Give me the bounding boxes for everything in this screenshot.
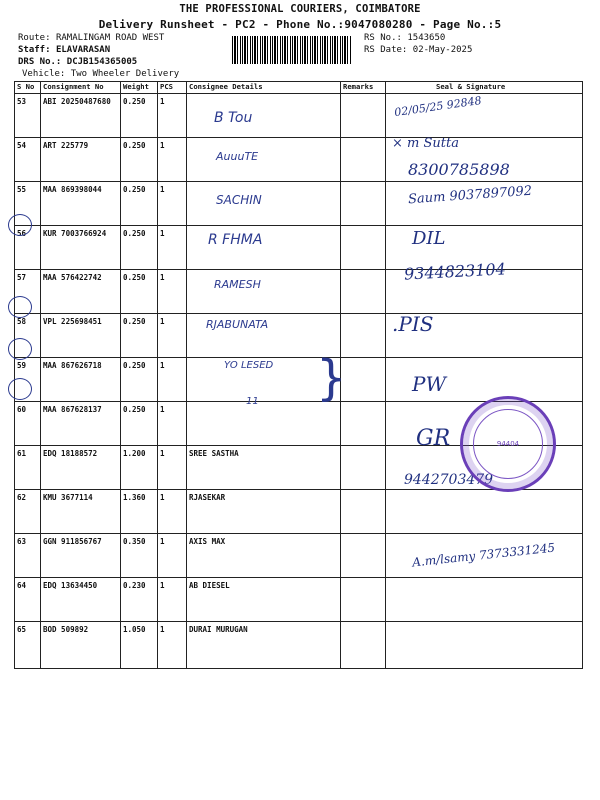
- col-remarks: Remarks: [341, 82, 386, 94]
- signature: PW: [412, 372, 447, 396]
- sno-cell: 65: [15, 622, 41, 669]
- signature-cell: [386, 622, 583, 669]
- consignment-cell: ABI 20250487680: [41, 94, 121, 138]
- signature: × m Sutta: [392, 136, 459, 151]
- consignment-cell: MAA 576422742: [41, 270, 121, 314]
- table-row: [15, 314, 583, 358]
- signature: Saum 9037897092: [407, 183, 533, 208]
- table-row: [15, 622, 583, 669]
- consignment-cell: GGN 911856767: [41, 534, 121, 578]
- sno-cell: 59: [15, 358, 41, 402]
- consignee-cell: [187, 402, 341, 446]
- handwritten-consignee: AuuuTE: [216, 150, 259, 163]
- sno-cell: 64: [15, 578, 41, 622]
- pcs-cell: 1: [158, 446, 187, 490]
- signature: 9442703479: [404, 472, 494, 488]
- col-consignee: Consignee Details: [187, 82, 341, 94]
- weight-cell: 0.250: [121, 138, 158, 182]
- staff-label: Staff:: [18, 45, 51, 55]
- signature: 8300785898: [408, 160, 510, 179]
- ink-circle-58: [8, 296, 32, 318]
- col-weight: Weight: [121, 82, 158, 94]
- handwritten-consignee: 11: [246, 396, 259, 407]
- handwritten-consignee: B Tou: [214, 110, 253, 126]
- remarks-cell: [341, 534, 386, 578]
- table-row: [15, 578, 583, 622]
- rs-no-line: [364, 33, 445, 43]
- handwritten-consignee: R FHMA: [208, 232, 263, 248]
- consignee-cell: SREE SASTHA: [187, 446, 341, 490]
- weight-cell: 0.250: [121, 358, 158, 402]
- consignment-cell: MAA 867626718: [41, 358, 121, 402]
- remarks-cell: [341, 270, 386, 314]
- col-signature: Seal & Signature: [386, 82, 583, 94]
- weight-cell: 0.350: [121, 534, 158, 578]
- consignment-cell: KMU 3677114: [41, 490, 121, 534]
- consignment-cell: EDQ 18188572: [41, 446, 121, 490]
- weight-cell: 1.200: [121, 446, 158, 490]
- remarks-cell: [341, 138, 386, 182]
- ink-circle-56: [8, 214, 32, 236]
- pcs-cell: 1: [158, 622, 187, 669]
- col-consignment: Consignment No: [41, 82, 121, 94]
- pcs-cell: 1: [158, 578, 187, 622]
- vehicle-line: [22, 69, 179, 79]
- sno-cell: 63: [15, 534, 41, 578]
- remarks-cell: [341, 358, 386, 402]
- remarks-cell: [341, 578, 386, 622]
- sno-cell: 60: [15, 402, 41, 446]
- company-title: THE PROFESSIONAL COURIERS, COIMBATORE: [179, 3, 421, 15]
- barcode: [232, 36, 352, 64]
- consignee-cell: AXIS MAX: [187, 534, 341, 578]
- weight-cell: 0.230: [121, 578, 158, 622]
- consignment-cell: MAA 867628137: [41, 402, 121, 446]
- staff-line: [18, 45, 110, 55]
- signature: GR: [416, 426, 451, 451]
- sno-cell: 55: [15, 182, 41, 226]
- pcs-cell: 1: [158, 534, 187, 578]
- table-row: [15, 358, 583, 402]
- company-seal: [460, 396, 556, 492]
- sno-cell: 57: [15, 270, 41, 314]
- pcs-cell: 1: [158, 402, 187, 446]
- handwritten-consignee: RJABUNATA: [206, 318, 269, 331]
- consignee-cell: [187, 182, 341, 226]
- remarks-cell: [341, 94, 386, 138]
- pcs-cell: 1: [158, 314, 187, 358]
- seal-ring: [473, 409, 543, 479]
- rs-date-value: 02-May-2025: [412, 45, 473, 55]
- weight-cell: 0.250: [121, 182, 158, 226]
- ink-brace: }: [316, 350, 347, 406]
- runsheet-title: Delivery Runsheet - PC2 - Phone No.:9047080280 - Page No.:5: [98, 18, 502, 31]
- consignment-cell: EDQ 13634450: [41, 578, 121, 622]
- pcs-cell: 1: [158, 138, 187, 182]
- sno-cell: 56: [15, 226, 41, 270]
- table-row: [15, 94, 583, 138]
- weight-cell: 0.250: [121, 94, 158, 138]
- consignment-cell: ART 225779: [41, 138, 121, 182]
- pcs-cell: 1: [158, 270, 187, 314]
- consignee-cell: [187, 270, 341, 314]
- signature-cell: [386, 578, 583, 622]
- signature: 02/05/25 92848: [393, 93, 483, 120]
- col-sno: S No: [15, 82, 41, 94]
- route-line: [18, 33, 164, 43]
- handwritten-consignee: SACHIN: [216, 193, 262, 207]
- rs-date-line: [364, 45, 472, 55]
- signature: .PIS: [392, 312, 434, 336]
- drs-value: DCJB154365005: [66, 57, 138, 67]
- remarks-cell: [341, 314, 386, 358]
- staff-value: ELAVARASAN: [55, 45, 111, 55]
- route-label: Route:: [18, 33, 51, 43]
- consignee-cell: DURAI MURUGAN: [187, 622, 341, 669]
- pcs-cell: 1: [158, 94, 187, 138]
- remarks-cell: [341, 622, 386, 669]
- signature-cell: [386, 490, 583, 534]
- consignee-cell: [187, 138, 341, 182]
- sno-cell: 62: [15, 490, 41, 534]
- table-header-row: [15, 82, 583, 94]
- pcs-cell: 1: [158, 226, 187, 270]
- drs-label: DRS No.:: [18, 57, 62, 67]
- sno-cell: 61: [15, 446, 41, 490]
- pcs-cell: 1: [158, 182, 187, 226]
- col-pcs: PCS: [158, 82, 187, 94]
- remarks-cell: [341, 226, 386, 270]
- sno-cell: 53: [15, 94, 41, 138]
- pcs-cell: 1: [158, 490, 187, 534]
- ink-circle-59: [8, 338, 32, 360]
- consignment-cell: VPL 225698451: [41, 314, 121, 358]
- vehicle-value: Two Wheeler Delivery: [70, 69, 180, 79]
- remarks-cell: [341, 402, 386, 446]
- pcs-cell: 1: [158, 358, 187, 402]
- handwritten-consignee: YO LESED: [224, 360, 274, 371]
- consignee-cell: RJASEKAR: [187, 490, 341, 534]
- consignment-cell: KUR 7003766924: [41, 226, 121, 270]
- remarks-cell: [341, 490, 386, 534]
- seal-text: 94404: [496, 440, 520, 448]
- sno-cell: 54: [15, 138, 41, 182]
- consignee-cell: [187, 94, 341, 138]
- weight-cell: 0.250: [121, 314, 158, 358]
- rs-no-value: 1543650: [407, 33, 446, 43]
- drs-line: [18, 57, 137, 67]
- vehicle-label: Vehicle:: [22, 69, 66, 79]
- route-value: RAMALINGAM ROAD WEST: [55, 33, 165, 43]
- rs-no-label: RS No.:: [364, 33, 402, 43]
- signature: 9344823104: [403, 259, 507, 284]
- consignment-cell: BOD 509892: [41, 622, 121, 669]
- weight-cell: 0.250: [121, 226, 158, 270]
- weight-cell: 0.250: [121, 402, 158, 446]
- rs-date-label: RS Date:: [364, 45, 408, 55]
- handwritten-consignee: RAMESH: [214, 278, 261, 291]
- weight-cell: 1.050: [121, 622, 158, 669]
- remarks-cell: [341, 446, 386, 490]
- remarks-cell: [341, 182, 386, 226]
- ink-circle-60: [8, 378, 32, 400]
- weight-cell: 0.250: [121, 270, 158, 314]
- weight-cell: 1.360: [121, 490, 158, 534]
- sno-cell: 58: [15, 314, 41, 358]
- consignee-cell: AB DIESEL: [187, 578, 341, 622]
- signature: DIL: [412, 228, 446, 249]
- table-row: [15, 490, 583, 534]
- consignment-cell: MAA 869398044: [41, 182, 121, 226]
- signature: A.m/lsamy 7373331245: [411, 540, 556, 570]
